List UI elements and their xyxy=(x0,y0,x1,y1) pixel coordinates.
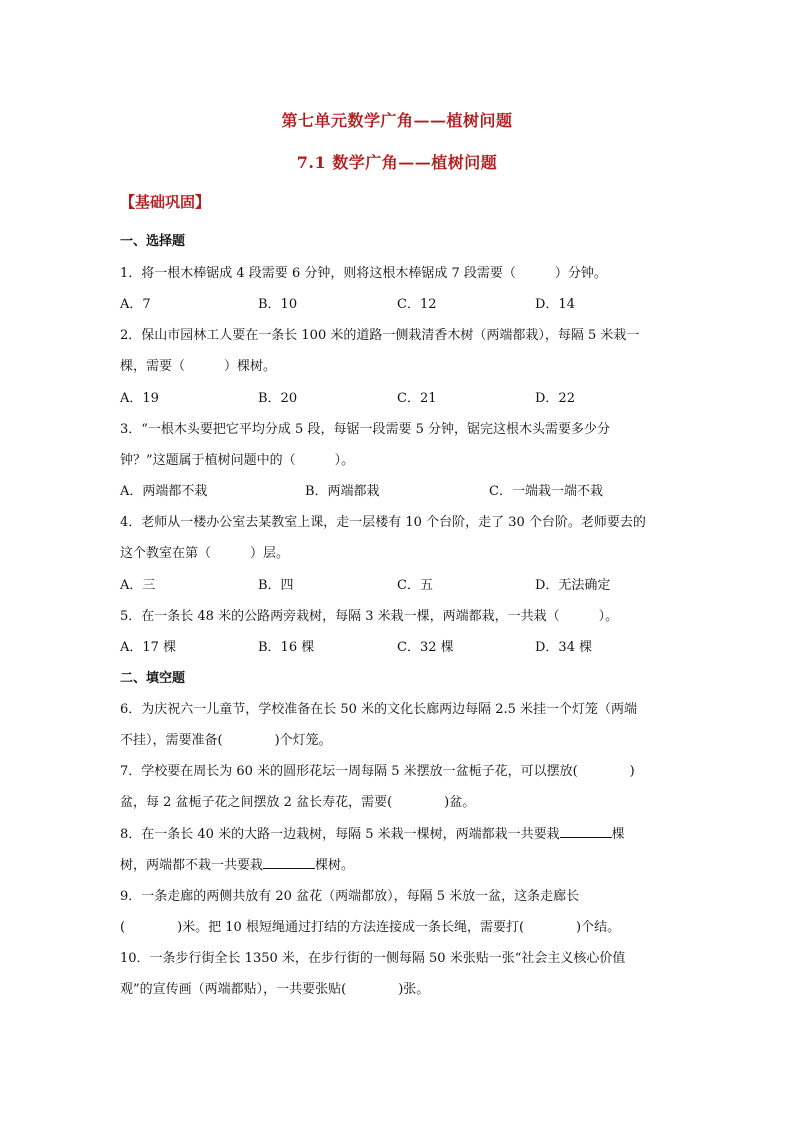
question-3-line2: 钟？”这题属于植树问题中的（ ）。 xyxy=(120,453,355,468)
q3-option-b: B．两端都栽 xyxy=(305,484,380,499)
question-2-line1: 2．保山市园林工人要在一条长 100 米的道路一侧栽清香木树（两端都栽），每隔 5 米栽一 xyxy=(120,328,640,343)
question-5-text: 5．在一条长 48 米的公路两旁栽树，每隔 3 米栽一棵，两端都栽，一共栽（ ）。 xyxy=(120,609,619,624)
question-4-line2: 这个教室在第（ ）层。 xyxy=(120,546,290,561)
q1-option-a: A．7 xyxy=(120,297,151,312)
q2-option-c: C．21 xyxy=(397,391,437,406)
question-2-line2: 棵，需要（ ）棵树。 xyxy=(120,359,277,374)
q5-option-d: D．34 棵 xyxy=(535,640,593,655)
q1-option-c: C．12 xyxy=(397,297,437,312)
part2-heading: 二、填空题 xyxy=(120,671,186,686)
q5-option-c: C．32 棵 xyxy=(397,640,454,655)
answer-blank[interactable] xyxy=(560,824,612,838)
section-tag: 【基础巩固】 xyxy=(120,193,211,211)
question-8-line2 xyxy=(120,854,354,873)
q2-option-d: D．22 xyxy=(535,391,575,406)
question-7-line1: 7．学校要在周长为 60 米的圆形花坛一周每隔 5 米摆放一盆栀子花，可以摆放( ) xyxy=(120,764,635,779)
page-subtitle: 7.1 数学广角——植树问题 xyxy=(296,153,498,172)
page-title: 第七单元数学广角——植树问题 xyxy=(281,111,513,130)
question-6-line1: 6．为庆祝六一儿童节，学校准备在长 50 米的文化长廊两边每隔 2.5 米挂一个灯笼（两端 xyxy=(120,702,638,717)
question-9-line2: ( )米。把 10 根短绳通过打结的方法连接成一条长绳，需要打( )个结。 xyxy=(120,920,621,935)
part1-heading: 一、选择题 xyxy=(120,234,186,249)
q8-line1-end: 棵 xyxy=(611,827,625,842)
q2-option-a: A．19 xyxy=(120,391,159,406)
q8-line1-text: 8．在一条长 40 米的大路一边栽树，每隔 5 米栽一棵树，两端都栽一共要栽 xyxy=(120,827,560,842)
q8-line2-text: 树，两端都不栽一共要栽 xyxy=(120,858,264,873)
question-3-line1: 3．“一根木头要把它平均分成 5 段，每锯一段需要 5 分钟，锯完这根木头需要多少分 xyxy=(120,422,610,437)
q3-option-a: A．两端都不栽 xyxy=(120,484,208,499)
answer-blank[interactable] xyxy=(263,855,315,869)
q4-option-c: C．五 xyxy=(397,578,433,593)
q4-option-d: D．无法确定 xyxy=(535,578,611,593)
q1-option-b: B．10 xyxy=(258,297,298,312)
question-6-line2: 不挂），需要准备( )个灯笼。 xyxy=(120,733,332,748)
q8-line2-end: 棵树。 xyxy=(315,858,355,873)
question-4-line1: 4．老师从一楼办公室去某教室上课，走一层楼有 10 个台阶，走了 30 个台阶。老师要去的 xyxy=(120,515,646,530)
question-7-line2: 盆，每 2 盆栀子花之间摆放 2 盆长寿花，需要( )盆。 xyxy=(120,795,476,810)
question-1-text: 1．将一根木棒锯成 4 段需要 6 分钟，则将这根木棒锯成 7 段需要（ ）分钟。 xyxy=(120,266,607,281)
q4-option-a: A．三 xyxy=(120,578,156,593)
question-10-line1: 10．一条步行街全长 1350 米，在步行街的一侧每隔 50 米张贴一张“社会主义核心价值 xyxy=(120,951,626,966)
q3-option-c: C．一端栽一端不栽 xyxy=(489,484,603,499)
q1-option-d: D．14 xyxy=(535,297,575,312)
q5-option-b: B．16 棵 xyxy=(258,640,315,655)
q4-option-b: B．四 xyxy=(258,578,294,593)
q2-option-b: B．20 xyxy=(258,391,298,406)
question-10-line2: 观”的宣传画（两端都贴），一共要张贴( )张。 xyxy=(120,982,430,997)
q5-option-a: A．17 棵 xyxy=(120,640,177,655)
question-8-line1 xyxy=(120,823,625,842)
question-9-line1: 9．一条走廊的两侧共放有 20 盆花（两端都放），每隔 5 米放一盆，这条走廊长 xyxy=(120,889,580,904)
